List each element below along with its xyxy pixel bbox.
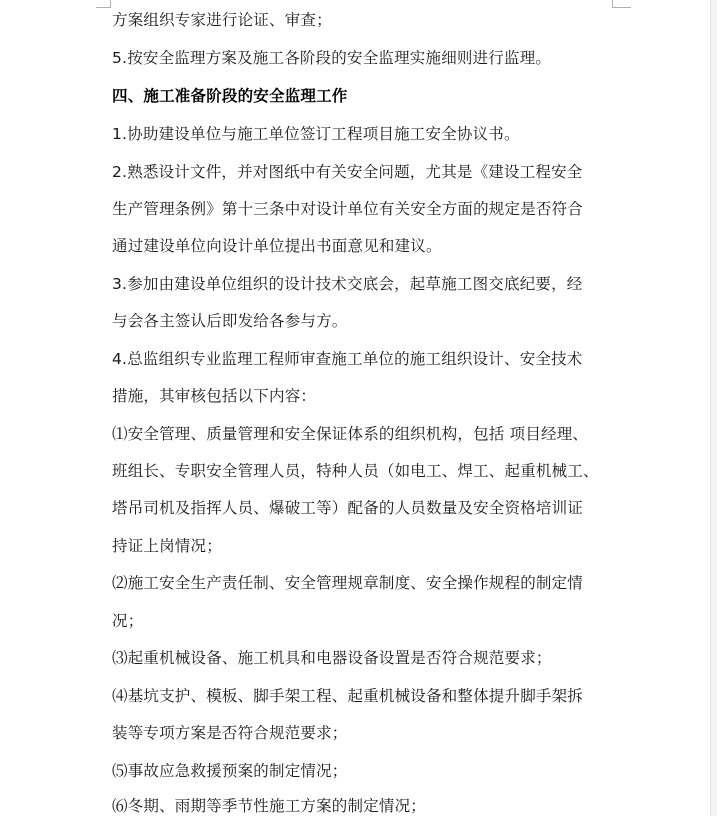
section-heading: 四、施工准备阶段的安全监理工作 [112, 87, 348, 105]
text-line-sub-2-cont: 况； [112, 612, 144, 630]
text-line-sub-1-cont: 塔吊司机及指挥人员、爆破工等）配备的人员数量及安全资格培训证 [112, 499, 584, 517]
text-line-sub-2: ⑵施工安全生产责任制、安全管理规章制度、安全操作规程的制定情 [112, 574, 584, 592]
text-line-sub-1-cont: 持证上岗情况； [112, 537, 222, 555]
scrollbar-track[interactable] [710, 0, 717, 816]
text-line-item-2-cont: 生产管理条例》第十三条中对设计单位有关安全方面的规定是否符合 [112, 200, 584, 218]
text-line-sub-3: ⑶起重机械设备、施工机具和电器设备设置是否符合规范要求； [112, 649, 552, 667]
text-line-item-4-cont: 措施，其审核包括以下内容： [112, 387, 317, 405]
text-line-item-2-cont: 通过建设单位向设计单位提出书面意见和建议。 [112, 237, 442, 255]
text-line-sub-6: ⑹冬期、雨期等季节性施工方案的制定情况； [112, 797, 427, 815]
text-line-sub-1-cont: 班组长、专职安全管理人员，特种人员（如电工、焊工、起重机械工、 [112, 462, 599, 480]
text-line-item-3-cont: 与会各主签认后即发给各参与方。 [112, 312, 348, 330]
text-line-item-2: 2.熟悉设计文件，并对图纸中有关安全问题，尤其是《建设工程安全 [112, 163, 583, 181]
text-line-sub-5: ⑸事故应急救援预案的制定情况； [112, 762, 348, 780]
crop-mark-right [612, 0, 631, 8]
text-line-sub-1: ⑴安全管理、质量管理和安全保证体系的组织机构，包括 项目经理、 [112, 425, 589, 443]
text-line-item-1: 1.协助建设单位与施工单位签订工程项目施工安全协议书。 [112, 125, 520, 143]
crop-mark-left [96, 0, 111, 8]
text-line-item-5: 5.按安全监理方案及施工各阶段的安全监理实施细则进行监理。 [112, 49, 552, 67]
text-line-item-3: 3.参加由建设单位组织的设计技术交底会，起草施工图交底纪要，经 [112, 275, 583, 293]
text-line-item-4: 4.总监组织专业监理工程师审查施工单位的施工组织设计、安全技术 [112, 350, 583, 368]
text-line-continuation: 方案组织专家进行论证、审查； [112, 11, 332, 29]
text-line-sub-4: ⑷基坑支护、模板、脚手架工程、起重机械设备和整体提升脚手架拆 [112, 687, 584, 705]
text-line-sub-4-cont: 装等专项方案是否符合规范要求； [112, 724, 348, 742]
